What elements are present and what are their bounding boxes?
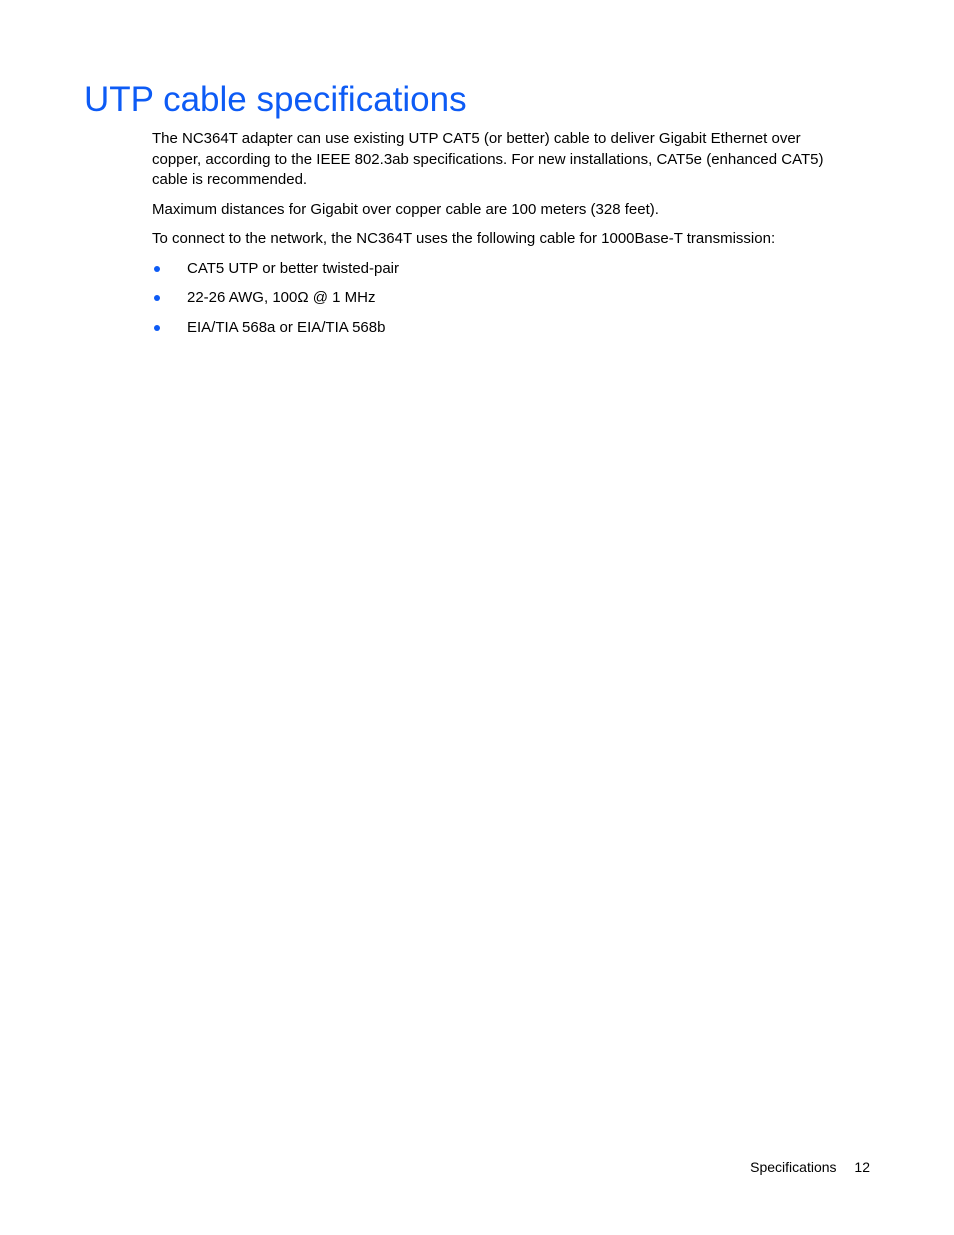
list-item [152,259,852,280]
list-item-text: CAT5 UTP or better twisted-pair [187,259,400,277]
paragraph-connect: To connect to the network, the NC364T uses the following cable for 1000Base-T transmission: [152,230,776,247]
bullet-icon [154,266,160,272]
list-item [152,288,852,309]
bullet-icon [154,325,160,331]
page-number: 12 [854,1159,870,1175]
list-item [152,318,852,339]
page-footer [750,1157,870,1177]
bullet-icon [154,295,160,301]
list-item-text: 22-26 AWG, 100Ω @ 1 MHz [187,289,376,306]
main-content [152,129,852,347]
cable-spec-list [152,259,852,339]
paragraph-intro: The NC364T adapter can use existing UTP CAT5 (or better) cable to deliver Gigabit Ethernet over copper, according to the IEEE 802.3ab specifications. For new installations, CAT5e (enhanced CAT5) cable is recommended. [152,130,824,188]
footer-section-name: Specifications [750,1159,837,1175]
page-title: UTP cable specifications [84,80,467,119]
paragraph-max-distance: Maximum distances for Gigabit over copper cable are 100 meters (328 feet). [152,200,659,218]
list-item-text: EIA/TIA 568a or EIA/TIA 568b [187,318,386,336]
